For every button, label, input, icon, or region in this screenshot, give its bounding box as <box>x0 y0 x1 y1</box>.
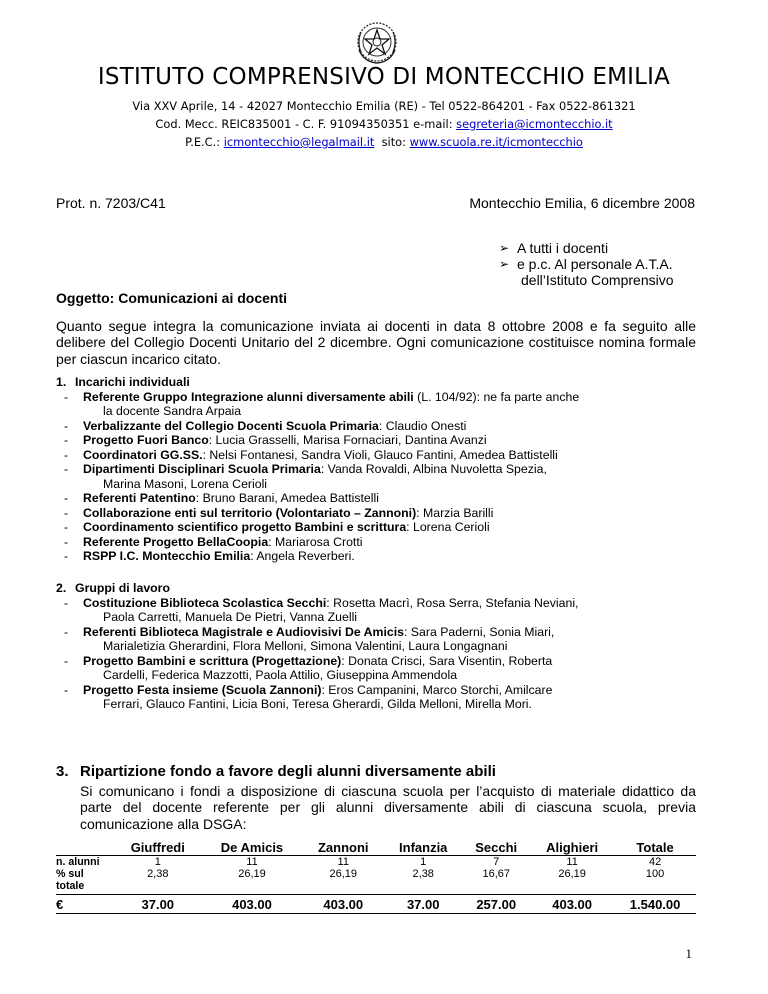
section-fondo-heading <box>56 763 496 780</box>
table-cell: 37.00 <box>384 895 462 914</box>
list-item-text <box>83 491 696 506</box>
table-row-alunni <box>56 856 696 869</box>
item-detail: : Bruno Barani, Amedea Battistelli <box>195 491 379 505</box>
list-item-text <box>83 625 696 654</box>
table-cell: 403.00 <box>302 895 384 914</box>
item-detail: : Lucia Grasselli, Marisa Fornaciari, Dantina Avanzi <box>208 433 487 447</box>
list-item-text <box>83 419 696 434</box>
row-label: n. alunni <box>56 856 114 869</box>
list-item <box>56 491 696 506</box>
table-cell: 100 <box>645 868 665 880</box>
recipients <box>499 240 674 288</box>
table-cell: 11 <box>530 856 614 869</box>
section-number: 2. <box>56 581 67 595</box>
dash-bullet: - <box>64 433 69 447</box>
item-title: Referente Gruppo Integrazione alunni diversamente abili <box>83 389 414 404</box>
column-header: Infanzia <box>399 840 448 855</box>
codes-line <box>0 116 768 133</box>
item-detail: : Angela Reverberi. <box>250 549 355 563</box>
item-detail: : Vanda Rovaldi, Albina Nuvoletta Spezia, <box>320 462 547 476</box>
table-cell: 7 <box>462 856 530 869</box>
dash-bullet: - <box>64 534 69 549</box>
dash-bullet: - <box>64 682 69 697</box>
item-detail: (L. 104/92): ne fa parte anche <box>413 389 580 404</box>
pec-label: P.E.C.: <box>185 135 224 149</box>
address-line: Via XXV Aprile, 14 - 42027 Montecchio Emilia (RE) - Tel 0522-864201 - Fax 0522-861321 <box>132 99 636 113</box>
codes-text: Cod. Mecc. REIC835001 - C. F. 91094350351 e-mail: <box>155 117 457 131</box>
item-title: Coordinamento scientifico progetto Bambini e scrittura <box>83 520 407 534</box>
item-detail: : Rosetta Macrì, Rosa Serra, Stefania Neviani, <box>326 595 579 610</box>
dash-bullet: - <box>64 624 69 639</box>
item-detail: : Mariarosa Crotti <box>268 534 363 549</box>
item-detail-continuation: Marina Masoni, Lorena Cerioli <box>103 476 268 491</box>
table-cell: 1 <box>114 856 202 869</box>
item-detail-continuation: Marialetizia Gherardini, Flora Melloni, Simona Valentini, Laura Longagnani <box>103 639 508 653</box>
item-title: Costituzione Biblioteca Scolastica Secchi <box>83 595 327 610</box>
row-label: € <box>56 895 114 914</box>
recipient-line-1: A tutti i docenti <box>517 240 609 256</box>
list-item-text <box>83 549 696 564</box>
recipient-line-3: dell’Istituto Comprensivo <box>521 272 674 288</box>
email-link[interactable]: segreteria@icmontecchio.it <box>456 117 613 131</box>
list-item <box>56 462 696 491</box>
dash-bullet: - <box>64 462 69 476</box>
list-item-text <box>83 390 696 419</box>
section-number: 1. <box>56 375 67 389</box>
column-header: Alighieri <box>546 840 599 855</box>
section-title: Gruppi di lavoro <box>75 581 170 595</box>
item-detail: : Marzia Barilli <box>416 505 494 520</box>
list-item <box>56 535 696 550</box>
page-number: 1 <box>685 946 692 961</box>
item-detail-continuation: la docente Sandra Arpaia <box>103 404 242 418</box>
column-header: De Amicis <box>220 840 284 855</box>
republic-emblem-icon <box>352 18 402 66</box>
section-incarichi <box>56 375 696 564</box>
list-item <box>56 419 696 434</box>
recipient-line-2: e p.c. Al personale A.T.A. <box>517 256 673 272</box>
item-title: Referente Progetto BellaCoopia <box>83 534 269 549</box>
list-item-text <box>83 462 696 491</box>
item-detail: : Lorena Cerioli <box>406 520 490 534</box>
item-title: Progetto Fuori Banco <box>83 433 209 447</box>
list-item-text <box>83 683 696 712</box>
item-detail: : Sara Paderni, Sonia Miari, <box>403 624 555 639</box>
item-detail-continuation: Ferrari, Glauco Fantini, Licia Boni, Teresa Gherardi, Gilda Melloni, Mirella Mori. <box>103 697 532 711</box>
dash-bullet: - <box>64 447 69 462</box>
row-label: % sul totale <box>56 868 85 892</box>
dash-bullet: - <box>64 418 69 433</box>
list-item <box>56 390 696 419</box>
table-cell: 11 <box>202 856 303 869</box>
dash-bullet: - <box>64 505 69 520</box>
site-link[interactable]: www.scuola.re.it/icmontecchio <box>409 135 583 149</box>
table-cell: 16,67 <box>482 868 510 880</box>
protocol-number: Prot. n. 7203/C41 <box>56 195 166 211</box>
item-title: Progetto Festa insieme (Scuola Zannoni) <box>83 682 322 697</box>
table-cell: 26,19 <box>238 868 266 880</box>
table-cell: 2,38 <box>412 868 434 880</box>
item-title: Progetto Bambini e scrittura (Progettazione) <box>83 653 342 668</box>
table-cell: 403.00 <box>530 895 614 914</box>
table-header-row <box>56 833 696 856</box>
list-item-text <box>83 520 696 535</box>
list-item-text <box>83 433 696 448</box>
school-title: ISTITUTO COMPRENSIVO DI MONTECCHIO EMILIA <box>97 64 671 90</box>
dash-bullet: - <box>64 520 69 534</box>
list-item <box>56 448 696 463</box>
pec-link[interactable]: icmontecchio@legalmail.it <box>223 135 375 149</box>
item-detail: : Donata Crisci, Sara Visentin, Roberta <box>341 653 553 668</box>
item-title: Dipartimenti Disciplinari Scuola Primaria <box>83 462 321 476</box>
place-date: Montecchio Emilia, 6 dicembre 2008 <box>469 195 695 211</box>
arrow-bullet-icon: ➢ <box>499 257 510 271</box>
column-header: Giuffredi <box>130 840 185 855</box>
dash-bullet: - <box>64 653 69 668</box>
arrow-bullet-icon: ➢ <box>499 241 510 255</box>
table-cell: 11 <box>302 856 384 869</box>
table-cell: 26,19 <box>558 868 586 880</box>
table-row-perc <box>56 868 696 895</box>
intro-paragraph: Quanto segue integra la comunicazione inviata ai docenti in data 8 ottobre 2008 e fa seguito alle delibere del Collegio Docenti Unitario del 2 dicembre. Ogni comunicazione costituisce nomina formale per ciascun incarico citato. <box>56 318 696 367</box>
dash-bullet: - <box>64 549 69 563</box>
item-detail-continuation: Paola Carretti, Manuela De Pietri, Vanna Zuelli <box>103 610 358 624</box>
table-cell: 2,38 <box>147 868 169 880</box>
section-number: 3. <box>56 763 69 780</box>
list-item <box>56 596 696 625</box>
pec-line <box>0 134 768 151</box>
section-fondo-text: Si comunicano i fondi a disposizione di ciascuna scuola per l’acquisto di materiale didattico da parte del docente referente per gli alunni diversamente abili di ciascuna scuola, previa comunicazione alla DSGA: <box>80 783 696 832</box>
dash-bullet: - <box>64 595 69 610</box>
list-item-text <box>83 506 696 521</box>
table-cell: 403.00 <box>202 895 303 914</box>
subject-line: Oggetto: Comunicazioni ai docenti <box>56 290 287 306</box>
table-cell: 42 <box>614 856 696 869</box>
item-detail: : Nelsi Fontanesi, Sandra Violi, Glauco Fantini, Amedea Battistelli <box>202 447 558 462</box>
dash-bullet: - <box>64 389 69 404</box>
column-header: Zannoni <box>317 840 369 855</box>
column-header: Secchi <box>475 840 518 855</box>
item-detail: : Eros Campanini, Marco Storchi, Amilcare <box>321 682 553 697</box>
item-title: Verbalizzante del Collegio Docenti Scuola Primaria <box>83 418 379 433</box>
table-cell: 37.00 <box>114 895 202 914</box>
table-cell: 26,19 <box>329 868 358 880</box>
table-cell: 1 <box>384 856 462 869</box>
list-item <box>56 683 696 712</box>
list-item <box>56 433 696 448</box>
list-item-text <box>83 448 696 463</box>
item-title: Coordinatori GG.SS. <box>83 447 203 462</box>
table-row-euro <box>56 895 696 914</box>
item-detail: : Claudio Onesti <box>378 418 467 433</box>
dash-bullet: - <box>64 491 69 505</box>
list-item-text <box>83 535 696 550</box>
table-cell: 1.540.00 <box>614 895 696 914</box>
item-detail-continuation: Cardelli, Federica Mazzotti, Paola Attilio, Giuseppina Ammendola <box>103 668 458 682</box>
table-cell: 257.00 <box>462 895 530 914</box>
list-item-text <box>83 654 696 683</box>
section-title: Ripartizione fondo a favore degli alunni diversamente abili <box>80 763 496 780</box>
site-label: sito: <box>374 135 410 149</box>
fund-table <box>56 833 696 914</box>
item-title: Referenti Biblioteca Magistrale e Audiovisivi De Amicis <box>83 624 404 639</box>
item-title: RSPP I.C. Montecchio Emilia <box>83 549 251 563</box>
list-item-text <box>83 596 696 625</box>
item-title: Referenti Patentino <box>83 491 196 505</box>
section-gruppi <box>56 581 696 712</box>
list-item <box>56 520 696 535</box>
column-header: Totale <box>636 840 674 855</box>
item-title: Collaborazione enti sul territorio (Volontariato – Zannoni) <box>83 505 417 520</box>
section-title: Incarichi individuali <box>75 375 190 389</box>
list-item <box>56 654 696 683</box>
list-item <box>56 506 696 521</box>
list-item <box>56 625 696 654</box>
list-item <box>56 549 696 564</box>
